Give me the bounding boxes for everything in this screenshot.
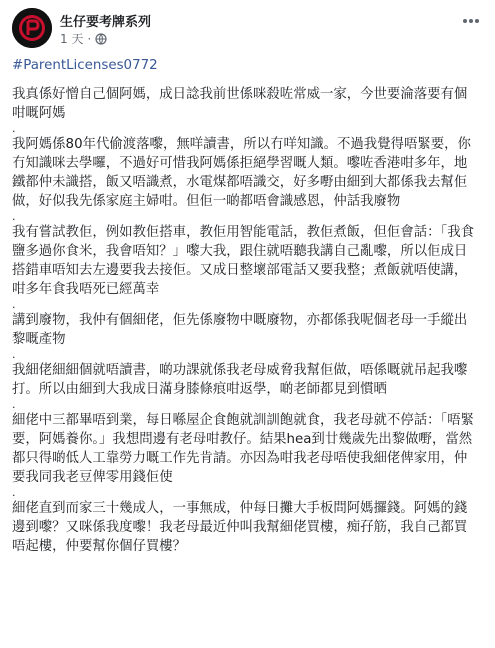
post-header [12,8,482,48]
post-paragraph: 我阿媽係80年代偷渡落嚟，無咩讀書，所以冇咩知識。不過我覺得唔緊要，你冇知識咪去學囉，不過好可惜我阿媽係拒絕學習嘅人類。嚟咗香港咁多年，地鐵都仲未識搭，飯又唔識煮，水電煤都唔識交，好多嘢由細到大都係我去幫佢做，好似我先係家庭主婦咁。但佢一啲都唔會識感恩，仲話我廢物 [12,137,471,209]
page-avatar[interactable] [12,8,52,48]
post-timestamp[interactable]: 1 天 [60,32,84,46]
paragraph-separator: . [12,486,16,499]
page-logo-icon [12,8,52,48]
post-meta [60,30,107,47]
post-paragraph: 細佬直到而家三十幾成人，一事無成，仲每日攤大手板問阿媽攞錢。阿媽的錢邊到嚟？又咪係我度嚟！我老母最近仲叫我幫細佬買樓，痴孖筋，我自己都買唔起樓，仲要幫你個仔買樓？ [12,501,468,554]
meta-separator: · [87,31,92,46]
post-body [12,56,480,556]
hashtag-link[interactable]: #ParentLicenses0772 [12,58,158,73]
post-paragraph: 我真係好憎自己個阿媽，成日諗我前世係咪殺咗常威一家，今世要淪落要有個咁嘅阿媽 [12,87,468,121]
paragraph-separator: . [12,348,16,361]
post-paragraph: 講到廢物，我仲有個細佬，佢先係廢物中嘅廢物，亦都係我呢個老母一手縱出黎嘅產物 [12,313,468,347]
post-paragraph: 細佬中三都畢唔到業，每日喺屋企食飽就訓訓飽就食，我老母就不停話：「唔緊要，阿媽養你。」我想問邊有老母咁教仔。結果hea到廿幾歲先出黎做嘢，當然都只得啲低人工靠勞力嘅工作先肯請。亦因為咁我老母唔使我細佬俾家用，仲要我同我老豆俾零用錢佢使 [12,413,474,485]
globe-icon [95,33,107,45]
post-paragraph: 我有嘗試教佢，例如教佢搭車，教佢用智能電話，教佢煮飯，但佢會話：「我食鹽多過你食米，我會唔知？」嚟大我，跟住就唔聽我講自己亂嚟，所以佢成日搭錯車唔知去左邊要我去接佢。又成日整壞部電話又要我整；煮飯就唔使講，咁多年食我唔死已經萬幸 [12,225,474,297]
post-paragraph: 我細佬細細個就唔讀書，啲功課就係我老母威脅我幫佢做，唔係嘅就吊起我嚟打。所以由細到大我成日滿身膝條痕咁返學，啲老師都見到慣晒 [12,363,468,397]
paragraph-separator: . [12,122,16,135]
paragraph-separator: . [12,398,16,411]
page-name-link[interactable]: 生仔要考牌系列 [60,15,152,30]
more-options-icon[interactable] [460,14,482,28]
paragraph-separator: . [12,210,16,223]
paragraph-separator: . [12,298,16,311]
